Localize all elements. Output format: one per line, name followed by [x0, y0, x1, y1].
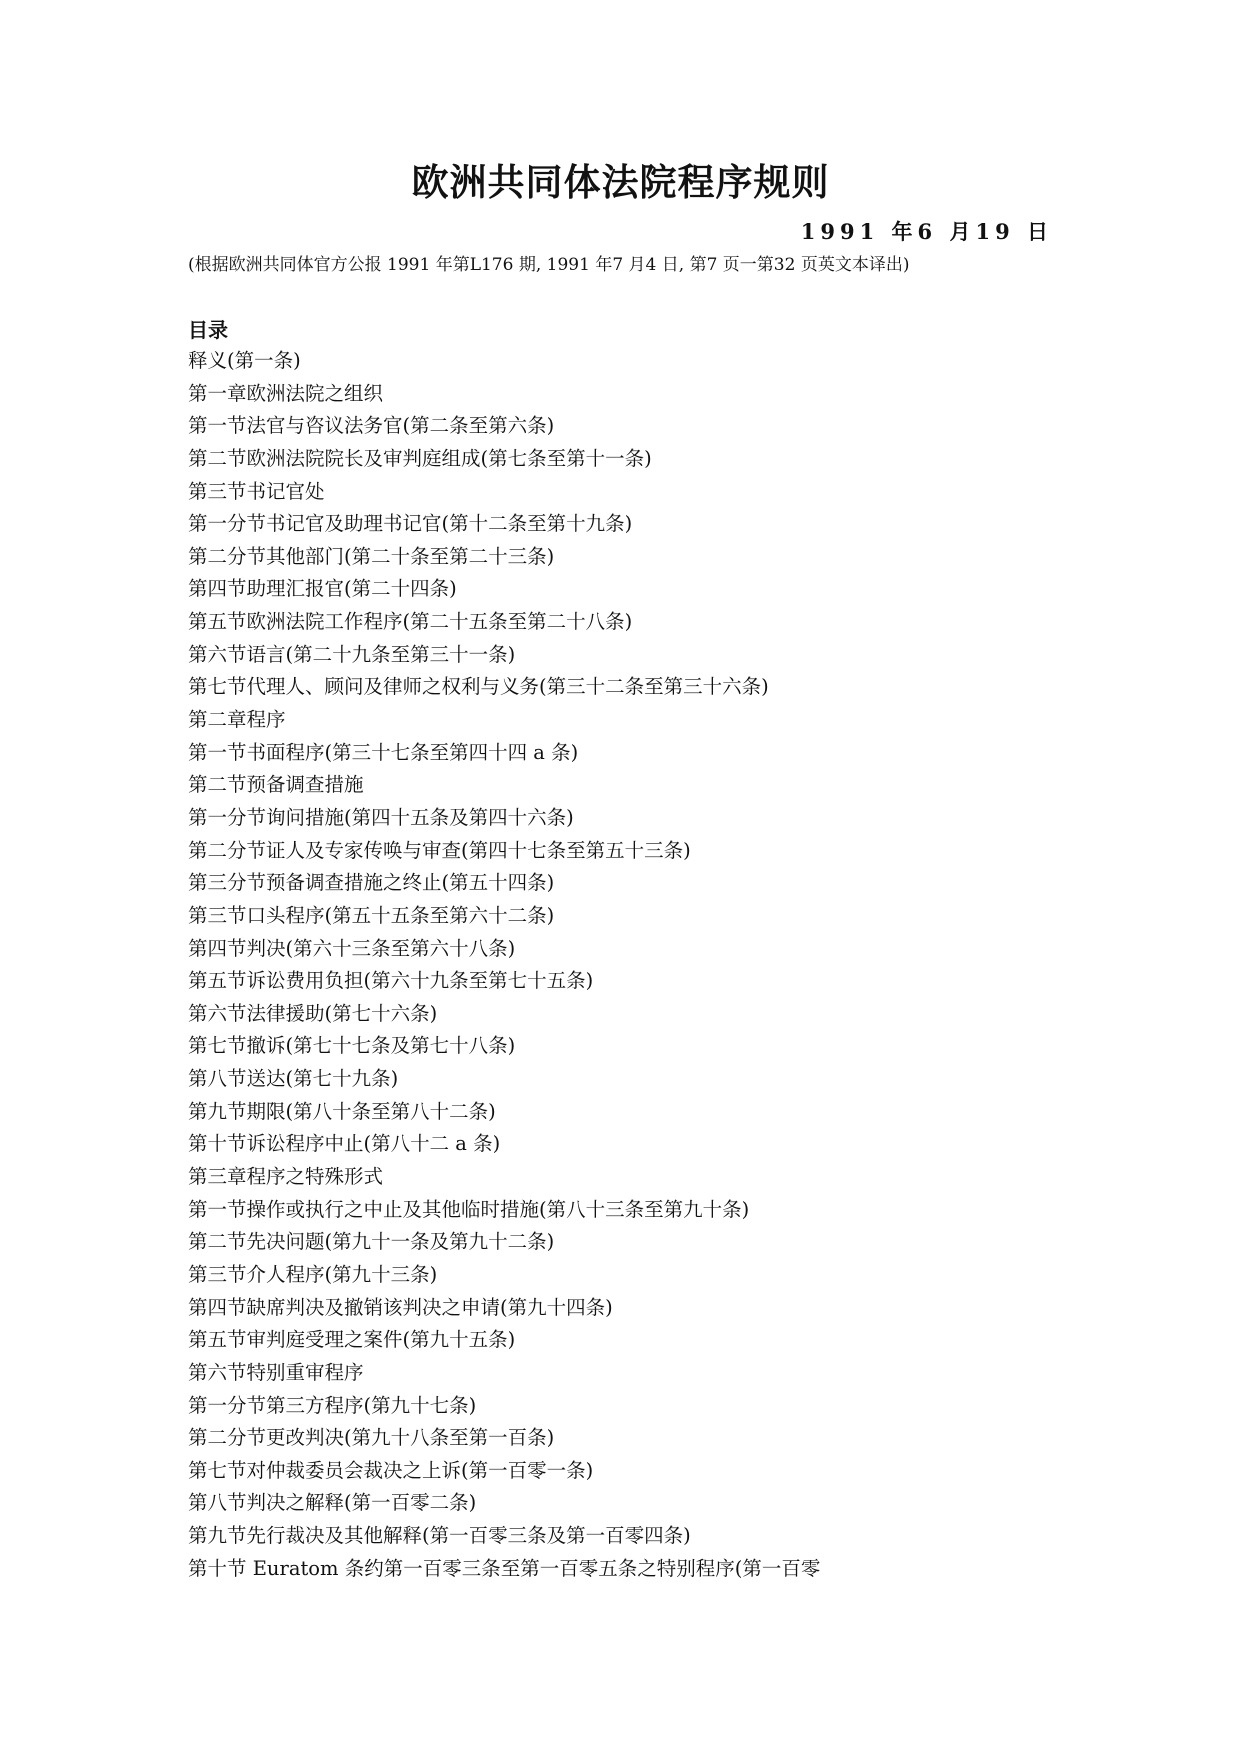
toc-entry: 第六节法律援助(第七十六条) [188, 1001, 438, 1025]
source-note: (根据欧洲共同体官方公报 1991 年第L176 期, 1991 年7 月4 日, 第7 页一第32 页英文本译出) [188, 255, 910, 275]
toc-entry: 第一章欧洲法院之组织 [188, 381, 384, 405]
toc-entry: 第三节书记官处 [188, 479, 325, 503]
toc-entry: 第四节缺席判决及撤销该判决之申请(第九十四条) [188, 1295, 613, 1319]
toc-entry: 第一分节第三方程序(第九十七条) [188, 1393, 477, 1417]
toc-entry: 第四节判决(第六十三条至第六十八条) [188, 936, 516, 960]
document-date: 1991 年6 月19 日 [800, 219, 1053, 244]
toc-entry: 第二章程序 [188, 708, 286, 732]
toc-entry: 第七节对仲裁委员会裁决之上诉(第一百零一条) [188, 1458, 594, 1482]
toc-entry: 第一分节书记官及助理书记官(第十二条至第十九条) [188, 512, 633, 536]
toc-entry: 第二分节证人及专家传唤与审查(第四十七条至第五十三条) [188, 838, 691, 862]
toc-entry: 第一节操作或执行之中止及其他临时措施(第八十三条至第九十条) [188, 1197, 750, 1221]
toc-entry: 第七节撤诉(第七十七条及第七十八条) [188, 1034, 516, 1058]
toc-entry: 第二节先决问题(第九十一条及第九十二条) [188, 1230, 555, 1254]
table-of-contents [188, 345, 1068, 1585]
toc-entry: 第二节欧洲法院院长及审判庭组成(第七条至第十一条) [188, 446, 652, 470]
toc-entry: 释义(第一条) [188, 349, 301, 372]
toc-entry: 第十节诉讼程序中止(第八十二 a 条) [188, 1132, 501, 1156]
toc-entry: 第九节先行裁决及其他解释(第一百零三条及第一百零四条) [188, 1524, 691, 1548]
toc-entry: 第一节法官与咨议法务官(第二条至第六条) [188, 414, 555, 438]
toc-entry: 第六节语言(第二十九条至第三十一条) [188, 642, 516, 666]
toc-entry: 第九节期限(第八十条至第八十二条) [188, 1099, 496, 1123]
toc-entry: 第八节判决之解释(第一百零二条) [188, 1491, 477, 1515]
toc-entry: 第一分节询问措施(第四十五条及第四十六条) [188, 805, 574, 829]
toc-entry: 第五节诉讼费用负担(第六十九条至第七十五条) [188, 969, 594, 993]
toc-entry: 第六节特别重审程序 [188, 1360, 364, 1384]
toc-entry: 第二节预备调查措施 [188, 773, 364, 797]
toc-entry: 第八节送达(第七十九条) [188, 1067, 399, 1091]
toc-entry: 第十节 Euratom 条约第一百零三条至第一百零五条之特别程序(第一百零 [188, 1556, 821, 1580]
toc-entry: 第四节助理汇报官(第二十四条) [188, 577, 457, 601]
toc-entry: 第三章程序之特殊形式 [188, 1165, 384, 1189]
toc-heading: 目录 [188, 318, 228, 342]
toc-entry: 第三节口头程序(第五十五条至第六十二条) [188, 903, 555, 927]
toc-entry: 第五节审判庭受理之案件(第九十五条) [188, 1328, 516, 1352]
toc-entry: 第七节代理人、顾问及律师之权利与义务(第三十二条至第三十六条) [188, 675, 769, 699]
document-title: 欧洲共同体法院程序规则 [411, 160, 830, 204]
toc-entry: 第三节介人程序(第九十三条) [188, 1262, 438, 1286]
toc-entry: 第二分节其他部门(第二十条至第二十三条) [188, 544, 555, 568]
toc-entry: 第五节欧洲法院工作程序(第二十五条至第二十八条) [188, 610, 633, 634]
toc-entry: 第三分节预备调查措施之终止(第五十四条) [188, 871, 555, 895]
toc-entry: 第二分节更改判决(第九十八条至第一百条) [188, 1426, 555, 1450]
toc-entry: 第一节书面程序(第三十七条至第四十四 a 条) [188, 740, 579, 764]
